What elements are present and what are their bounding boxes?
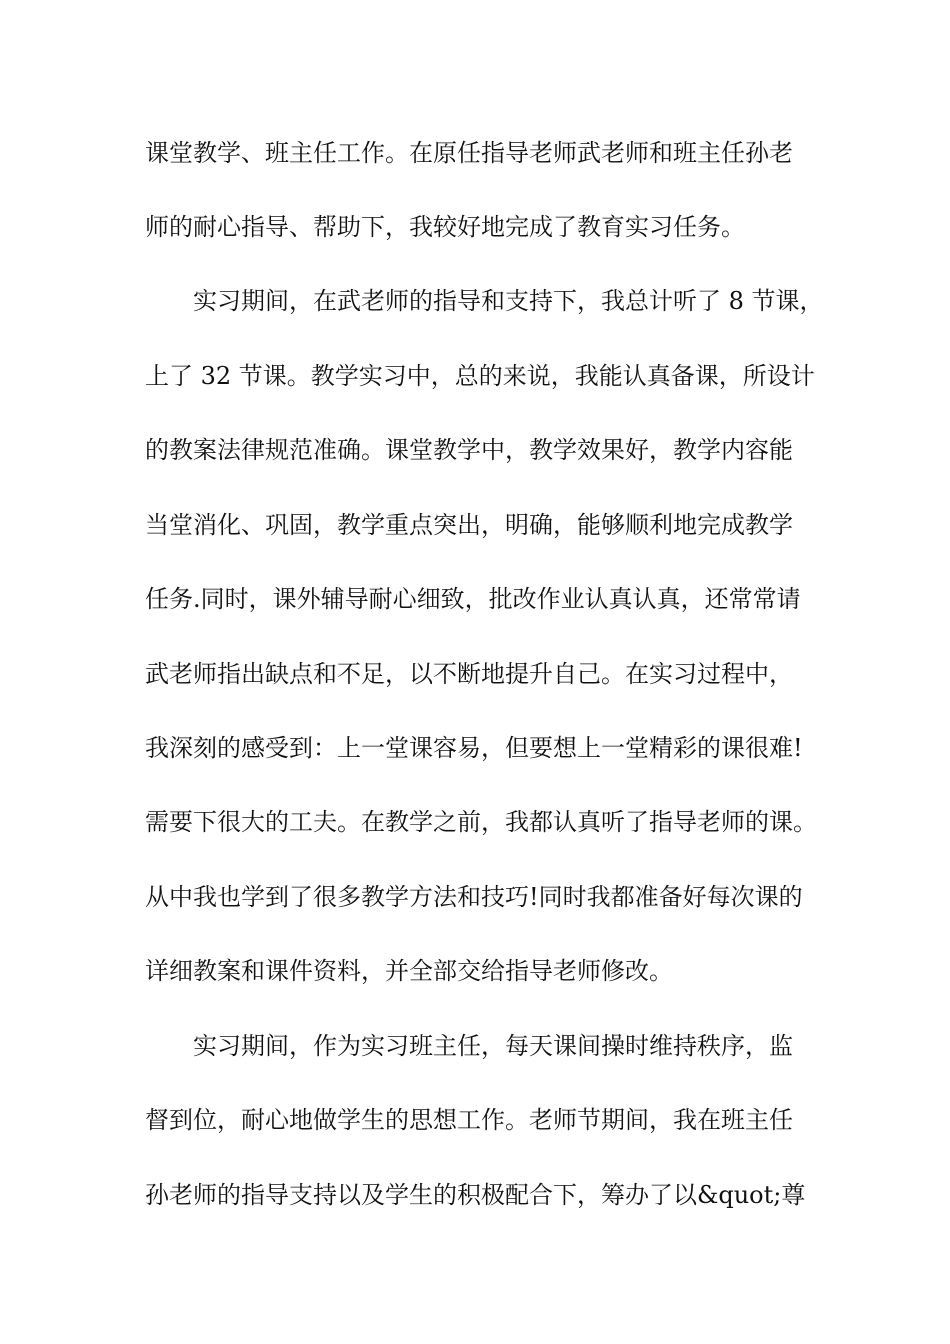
paragraph-first-line: 实习期间，作为实习班主任，每天课间操时维持秩序，监 (193, 1032, 793, 1060)
text-line: 师的耐心指导、帮助下，我较好地完成了教育实习任务。 (145, 213, 745, 241)
text-line: 任务.同时，课外辅导耐心细致，批改作业认真认真，还常常请 (145, 585, 801, 613)
text-line: 需要下很大的工夫。在教学之前，我都认真听了指导老师的课。 (145, 808, 817, 836)
text-line: 从中我也学到了很多教学方法和技巧!同时我都准备好每次课的 (145, 883, 803, 911)
text-line: 孙老师的指导支持以及学生的积极配合下，筹办了以&quot;尊 (145, 1181, 806, 1209)
text-line: 武老师指出缺点和不足，以不断地提升自己。在实习过程中， (145, 660, 793, 688)
text-line: 详细教案和课件资料，并全部交给指导老师修改。 (145, 957, 673, 985)
text-line: 课堂教学、班主任工作。在原任指导老师武老师和班主任孙老 (145, 139, 793, 167)
text-line: 的教案法律规范准确。课堂教学中，教学效果好，教学内容能 (145, 436, 793, 464)
text-line: 我深刻的感受到：上一堂课容易，但要想上一堂精彩的课很难! (145, 734, 803, 762)
text-line: 督到位，耐心地做学生的思想工作。老师节期间，我在班主任 (145, 1106, 793, 1134)
text-line: 当堂消化、巩固，教学重点突出，明确，能够顺利地完成教学 (145, 511, 793, 539)
text-line: 上了 32 节课。教学实习中，总的来说，我能认真备课，所设计 (145, 362, 815, 390)
paragraph-first-line: 实习期间，在武老师的指导和支持下，我总计听了 8 节课， (193, 287, 824, 315)
